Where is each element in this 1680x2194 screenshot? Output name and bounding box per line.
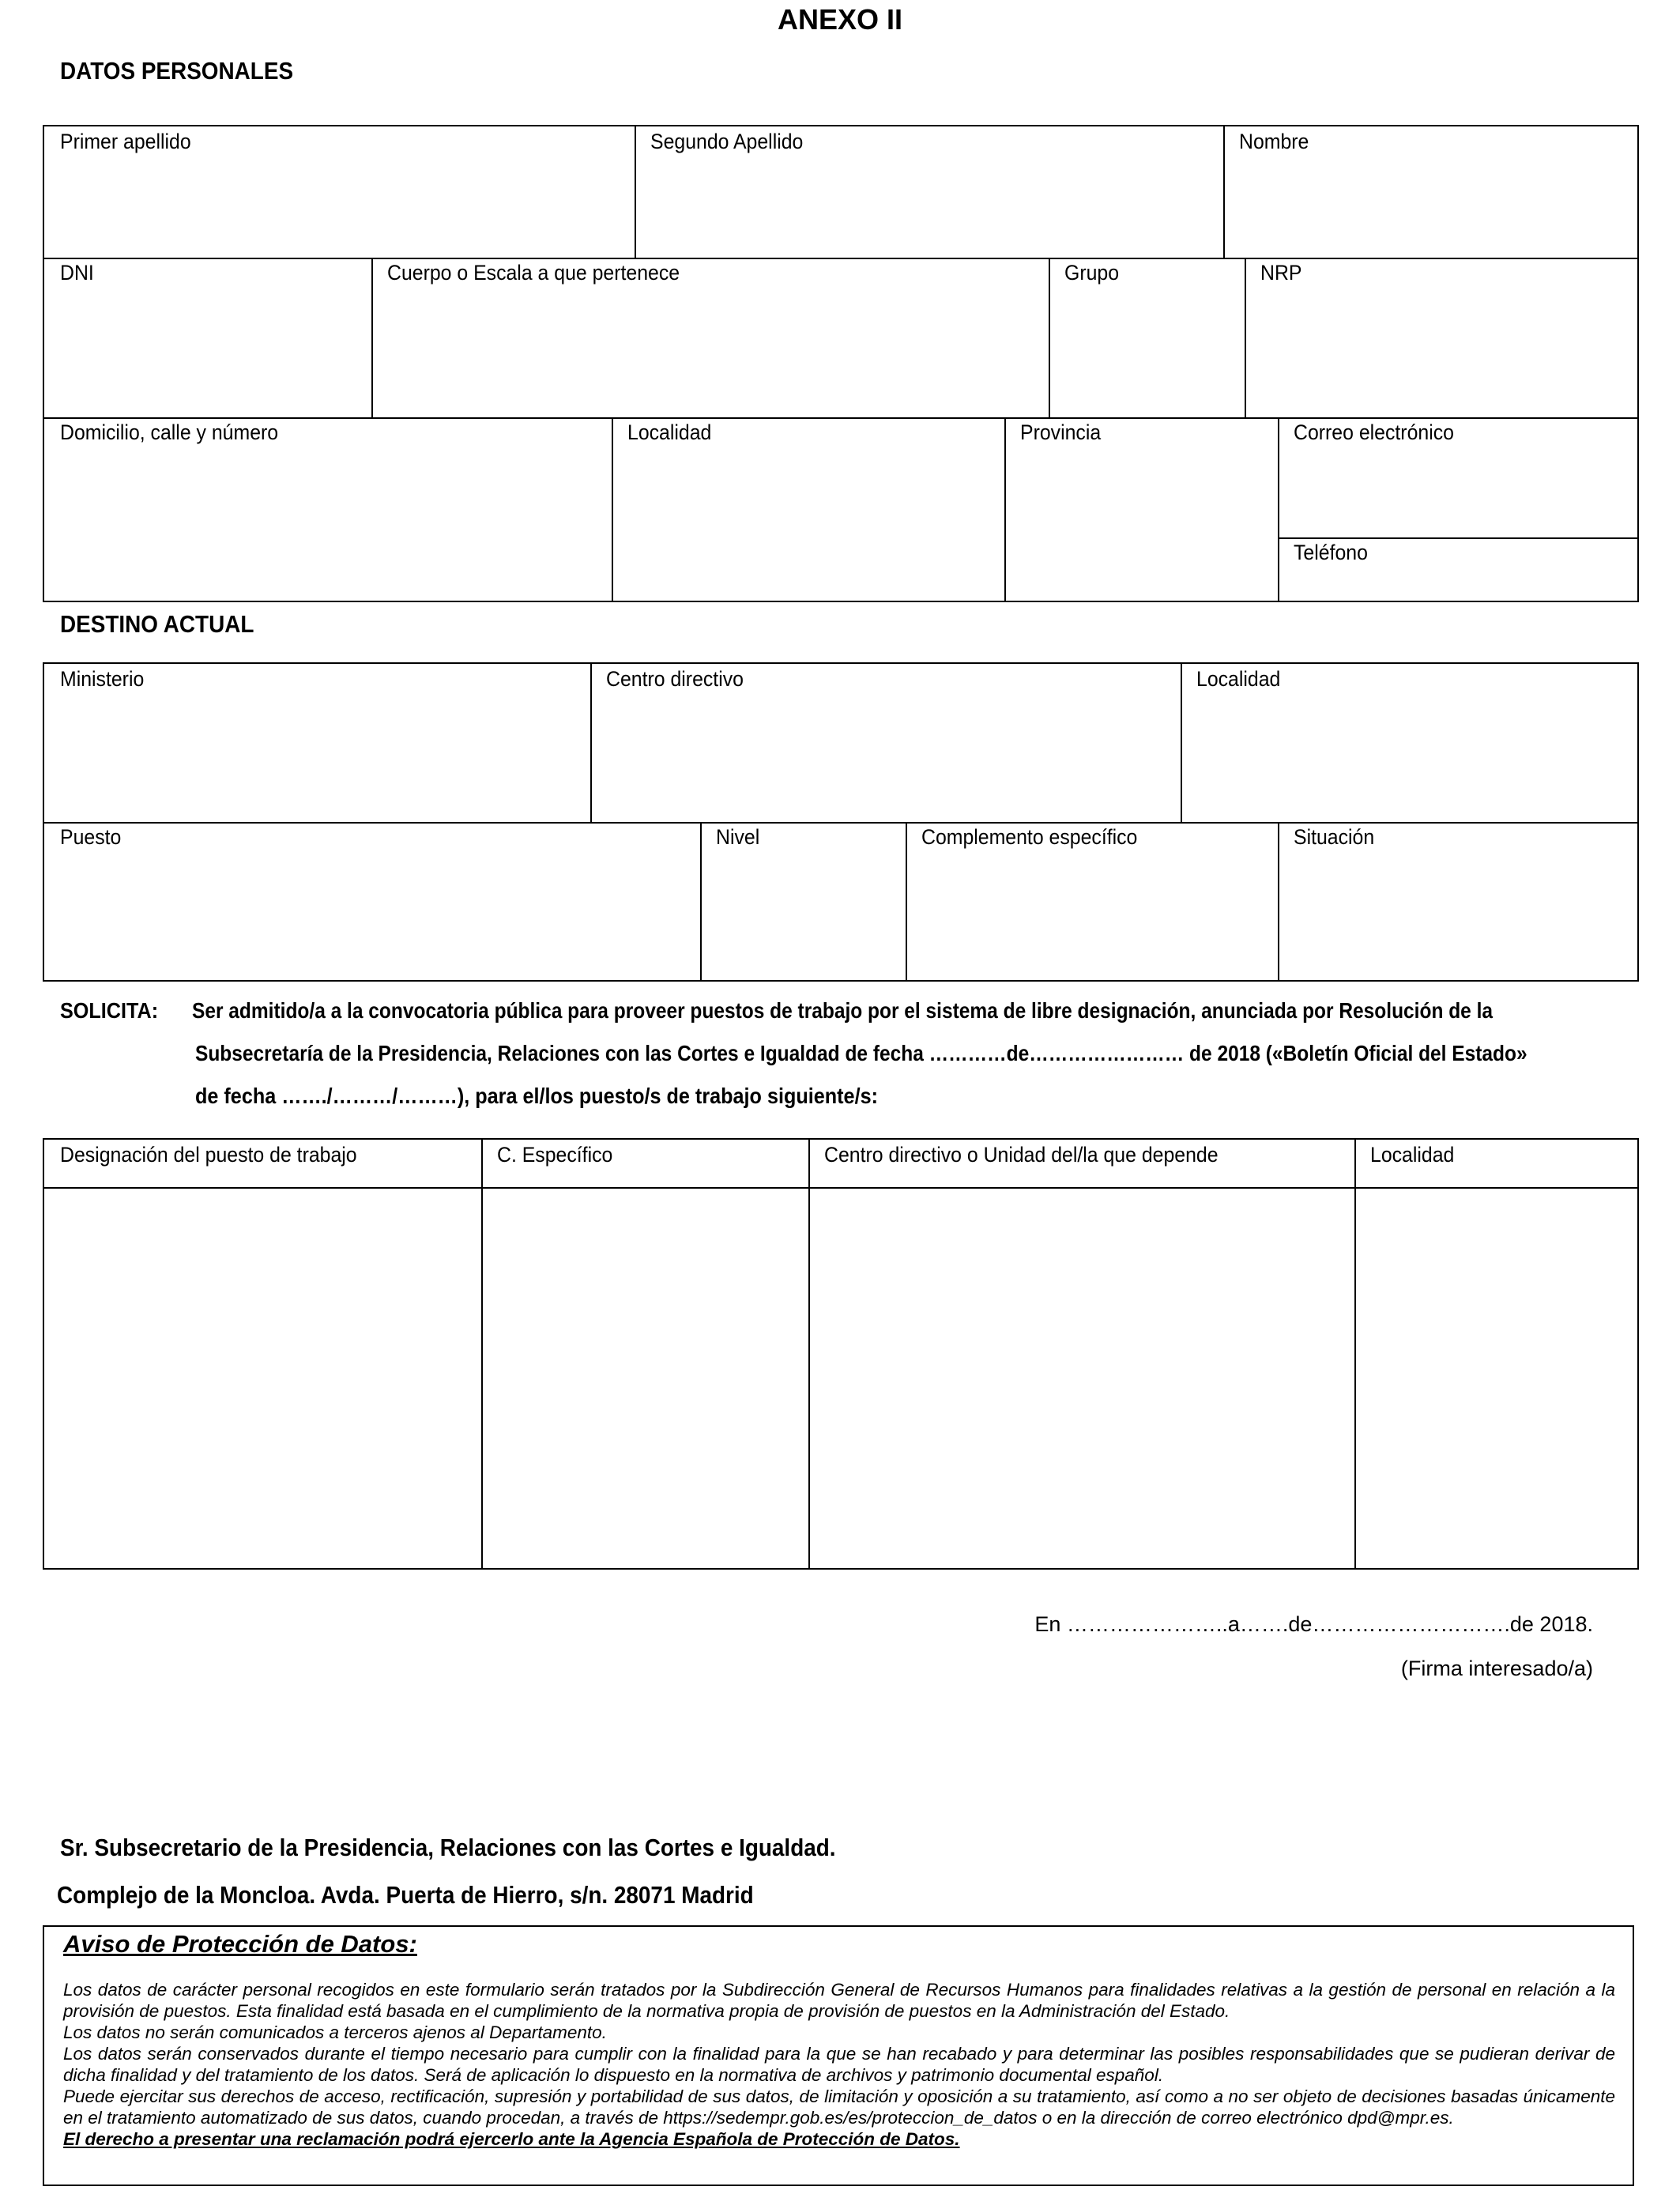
- cell-designacion-puesto[interactable]: [44, 1189, 481, 1570]
- field-nombre[interactable]: Nombre: [1239, 130, 1309, 153]
- field-primer-apellido[interactable]: Primer apellido: [60, 130, 191, 153]
- aviso-paragraph: Los datos de carácter personal recogidos en este formulario serán tratados por la Subdirección General de Recursos Humanos para finalidades relativas a la gestión de personal en relación a la provisión de puestos. Esta finalidad está basada en el cumplimiento de la normativa propia de provisión de puestos en la Administración del Estado.: [63, 1980, 1615, 2021]
- aviso-paragraph: Puede ejercitar sus derechos de acceso, rectificación, supresión y portabilidad de sus datos, de limitación y oposición a su tratamiento, así como a no ser objeto de decisiones basadas únicamente en el tratamiento automatizado de sus datos, cuando procedan, a través de https://sedempr.gob.es/es/proteccion_de_datos o en la dirección de correo electrónico dpd@mpr.es.: [63, 2087, 1615, 2128]
- header-c-especifico: C. Específico: [497, 1143, 613, 1167]
- field-localidad[interactable]: Localidad: [627, 420, 712, 444]
- lugar-fecha: En …………………..a…….de……………………….de 2018.: [1034, 1612, 1593, 1636]
- firma-interesado: (Firma interesado/a): [1400, 1657, 1593, 1680]
- field-nrp[interactable]: NRP: [1260, 261, 1302, 285]
- field-puesto[interactable]: Puesto: [60, 825, 122, 849]
- field-domicilio[interactable]: Domicilio, calle y número: [60, 420, 279, 444]
- aviso-body: [63, 1979, 1615, 2150]
- field-situacion[interactable]: Situación: [1294, 825, 1375, 849]
- field-provincia[interactable]: Provincia: [1020, 420, 1102, 444]
- field-centro-directivo[interactable]: Centro directivo: [606, 667, 744, 691]
- cell-localidad[interactable]: [1356, 1189, 1637, 1570]
- destinatario-line-2: Complejo de la Moncloa. Avda. Puerta de Hierro, s/n. 28071 Madrid: [57, 1881, 754, 1909]
- aviso-paragraph: Los datos serán conservados durante el tiempo necesario para cumplir con la finalidad para la que se han recabado y para determinar las posibles responsabilidades que se pudieran derivar de dicha finalidad y del tratamiento de los datos. Será de aplicación lo dispuesto en la normativa de archivos y patrimonio documental español.: [63, 2044, 1615, 2085]
- solicita-label: SOLICITA:: [60, 998, 159, 1023]
- aviso-paragraph-reclamacion: El derecho a presentar una reclamación podrá ejercerlo ante la Agencia Española de Protección de Datos.: [63, 2129, 960, 2149]
- field-grupo[interactable]: Grupo: [1064, 261, 1120, 285]
- field-complemento-especifico[interactable]: Complemento específico: [921, 825, 1138, 849]
- cell-c-especifico[interactable]: [483, 1189, 808, 1570]
- section-heading-destino-actual: DESTINO ACTUAL: [60, 610, 254, 638]
- puestos-table: [43, 1138, 1639, 1570]
- field-nivel[interactable]: Nivel: [716, 825, 760, 849]
- field-telefono[interactable]: Teléfono: [1294, 541, 1368, 564]
- field-dni[interactable]: DNI: [60, 261, 94, 285]
- header-localidad: Localidad: [1370, 1143, 1455, 1167]
- section-heading-datos-personales: DATOS PERSONALES: [60, 57, 294, 85]
- aviso-paragraph: Los datos no serán comunicados a terceros ajenos al Departamento.: [63, 2022, 607, 2042]
- aviso-title: Aviso de Protección de Datos:: [63, 1930, 417, 1958]
- destinatario-line-1: Sr. Subsecretario de la Presidencia, Relaciones con las Cortes e Igualdad.: [60, 1834, 836, 1861]
- field-segundo-apellido[interactable]: Segundo Apellido: [650, 130, 804, 153]
- solicita-block: [0, 990, 1680, 1124]
- header-designacion-puesto: Designación del puesto de trabajo: [60, 1143, 357, 1167]
- cell-centro-directivo-unidad[interactable]: [810, 1189, 1354, 1570]
- field-localidad-destino[interactable]: Localidad: [1196, 667, 1281, 691]
- field-ministerio[interactable]: Ministerio: [60, 667, 145, 691]
- datos-personales-table: [43, 125, 1639, 602]
- aviso-proteccion-datos: [43, 1925, 1634, 2186]
- solicita-line-1: Ser admitido/a a la convocatoria pública para proveer puestos de trabajo por el sistema de libre designación, anunciada por Resolución de la: [192, 998, 1494, 1023]
- field-correo-electronico[interactable]: Correo electrónico: [1294, 420, 1454, 444]
- field-cuerpo-escala[interactable]: Cuerpo o Escala a que pertenece: [387, 261, 680, 285]
- header-centro-directivo-unidad: Centro directivo o Unidad del/la que depende: [824, 1143, 1219, 1167]
- solicita-line-3: de fecha ……./………/………), para el/los puesto/s de trabajo siguiente/s:: [195, 1084, 878, 1108]
- destino-actual-table: [43, 662, 1639, 982]
- solicita-line-2: Subsecretaría de la Presidencia, Relaciones con las Cortes e Igualdad de fecha …………de…………………… de 2018 («Boletín Oficial del Estado»: [195, 1041, 1527, 1065]
- page-title: ANEXO II: [777, 3, 903, 36]
